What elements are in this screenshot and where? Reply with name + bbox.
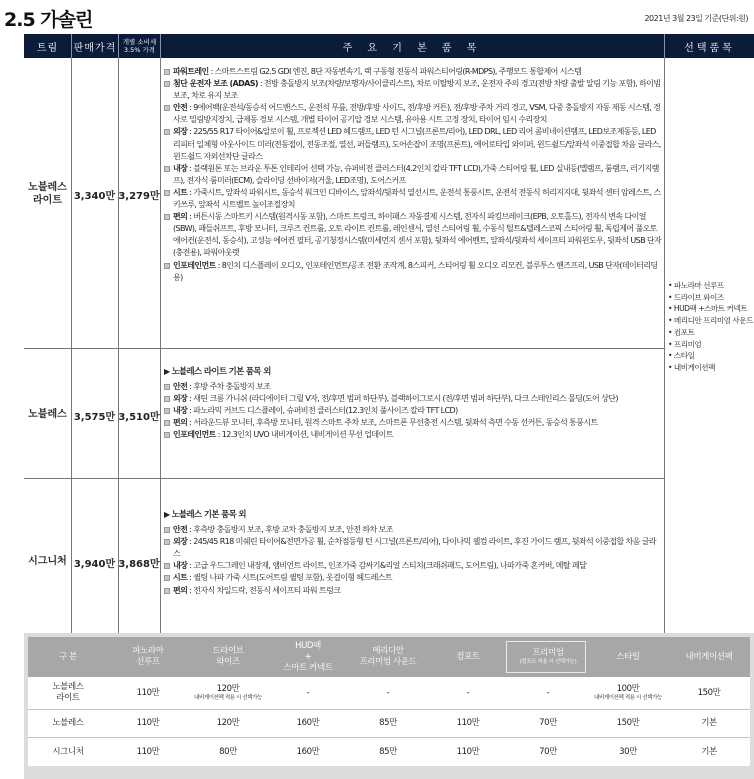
table-row-signature <box>24 478 664 651</box>
list-item: • 메리디안 프리미엄 사운드 <box>668 316 753 326</box>
table-row: 노블레스 110만 120만 160만 85만 110만 70만 150만 기본 <box>28 710 750 737</box>
list-item: 편의 : 버튼시동 스마트키 시스템(원격시동 포함), 스마트 트렁크, 하이패스 자동결제 시스템, 전자식 파킹브레이크(EPB, 오토홀드), 전자식 변속 다이얼(SBW), 패들쉬프트, 후방 모니터, 크루즈 컨트롤, 오토 라이트 컨트롤, 레인센서, 열선 스티어링 휠, 수동식 틸트&텔레스코픽 스티어링 휠, 독립제어 풀오토 에어컨(운전석, 동승석), 고성능 에어컨 필터, 공기청정시스템(미세먼지 센서 포함), 뒷좌석 에어벤트, 앞좌석/뒷좌석 세이프티 파워윈도우, 뒷좌석 USB 단자(충전용), 파워아웃렛 <box>164 211 662 259</box>
option-table-header <box>28 637 750 677</box>
base-note: ▶ 노블레스 기본 품목 외 <box>164 509 246 519</box>
trim-price: 3,940만 <box>73 559 116 570</box>
table-body <box>24 58 754 651</box>
list-item: 안전 : 후방 주차 충돌방지 보조 <box>164 381 662 393</box>
header-cell: HUD팩 + 스마트 커넥트 <box>283 640 333 673</box>
list-item: 안전 : 9에어백(운전석/동승석 어드밴스드, 운전석 무릎, 전방/후방 사이드, 전/후방 커튼), 전/후방 주차 거리 경고, VSM, 다중 충돌방지 자동 제동 시스템, 경사로 밀림방지장치, 급제동 경보 시스템, 개별 타이어 공기압 경보 시스템, 유아용 시트 고정 장치, 타이어 임시 수리장치 <box>164 102 662 126</box>
feature-list <box>164 508 662 597</box>
trim-name: 시그니처 <box>28 556 67 567</box>
list-item: 인포테인먼트 : 8인치 디스플레이 오디오, 인포테인먼트/공조 전환 조작계, 8스피커, 스티어링 휠 오디오 리모컨, 블루투스 핸즈프리, USB 단자(데이터리딩용) <box>164 260 662 284</box>
option-list <box>668 280 754 374</box>
header-price: 판매가격 <box>71 34 118 58</box>
list-item: • 프리미엄 <box>668 339 702 349</box>
table-row: 노블레스 라이트 110만 120만 내비게이션팩 적용 시 선택가능 - - - - 100만 내비게이션팩 적용 시 선택가능 150만 <box>28 677 750 709</box>
header-cell: 내비게이션팩 <box>685 651 733 662</box>
header-cell: 스타일 <box>616 651 640 662</box>
list-item: • HUD팩 +스마트 커넥트 <box>668 304 748 314</box>
list-item: • 스타일 <box>668 351 695 361</box>
header-cell: 컴포트 <box>456 651 480 662</box>
table-row-noblesse-light <box>24 58 664 348</box>
trim-name: 노블레스 라이트 <box>28 182 67 206</box>
list-item: 외장 : 245/45 R18 미쉐린 타이어&전면가공 휠, 순차점등형 턴 시그널(프론트/리어), 다이나믹 웰컴 라이트, 후진 가이드 램프, 뒷좌석 이중접합 차음 글라스 <box>164 536 662 560</box>
trim-price: 3,575만 <box>73 412 116 423</box>
list-item: 안전 : 후측방 충돌방지 보조, 후방 교차 충돌방지 보조, 안전 하차 보조 <box>164 524 662 536</box>
option-price-table <box>24 633 754 779</box>
table-row-noblesse <box>24 348 664 478</box>
header-trim: 트림 <box>36 42 59 54</box>
trim-price: 3,340만 <box>73 191 116 202</box>
feature-list <box>164 365 662 442</box>
base-note: ▶ 노블레스 라이트 기본 품목 외 <box>164 366 271 376</box>
trim-tax-price: 3,868만 <box>118 559 160 570</box>
list-item: • 컴포트 <box>668 327 695 337</box>
list-item: 시트 : 퀼팅 나파 가죽 시트(도어트림 퀼팅 포함), 옷걸이형 헤드레스트 <box>164 572 662 584</box>
list-item: 내장 : 고급 우드그레인 내장재, 앰비언트 라이트, 인조가죽 감싸기&리얼 스티치(크래쉬패드, 도어트림), 나파가죽 혼커버, 메탈 페달 <box>164 560 662 572</box>
trim-tax-price: 3,510만 <box>118 412 160 423</box>
header-tax-line2: 3.5% 가격 <box>123 46 156 54</box>
header-cell: 구 분 <box>59 651 77 662</box>
list-item: 시트 : 가죽시트, 앞좌석 파워시트, 동승석 워크인 디바이스, 앞좌석/뒷좌석 열선시트, 운전석 통풍시트, 운전석 전동식 허리지지대, 뒷좌석 센터 암레스트, 스키쓰루, 앞좌석 시트벨트 높이조절장치 <box>164 187 662 211</box>
header-features: 주 요 기 본 품 목 <box>160 34 664 58</box>
list-item: • 내비게이션팩 <box>668 362 715 372</box>
header-cell: 메리디안 프리미엄 사운드 <box>359 646 417 667</box>
header-cell: 파노라마 선루프 <box>132 646 164 667</box>
page-title: 2.5 가솔린 <box>4 9 93 31</box>
feature-list <box>164 66 662 284</box>
list-item: 첨단 운전자 보조 (ADAS) : 전방 충돌방지 보조(차량/보행자/사이클리스트), 차로 이탈방지 보조, 운전자 주의 경고(전방 차량 출발 알림 기능 포함), 하이빔 보조, 차로 유지 보조 <box>164 78 662 102</box>
header-options: 선택품목 <box>664 34 754 58</box>
list-item: • 드라이브 와이즈 <box>668 292 724 302</box>
list-item: 편의 : 전자식 차일드락, 전동식 세이프티 파워 트렁크 <box>164 585 662 597</box>
trim-name: 노블레스 <box>28 409 67 420</box>
list-item: 편의 : 서라운드뷰 모니터, 후측방 모니터, 원격 스마트 주차 보조, 스마트폰 무선충전 시스템, 뒷좌석 측면 수동 선커튼, 동승석 통풍시트 <box>164 417 662 429</box>
list-item: • 파노라마 선루프 <box>668 281 724 290</box>
table-row: 시그니처 110만 80만 160만 85만 110만 70만 30만 기본 <box>28 738 750 766</box>
list-item: 파워트레인 : 스마트스트림 G2.5 GDI 엔진, 8단 자동변속기, 랙 구동형 전동식 파워스티어링(R-MDPS), 주행모드 통합제어 시스템 <box>164 66 662 78</box>
list-item: 내장 : 파노라믹 커브드 디스플레이, 슈퍼비전 클러스터(12.3인치 풀사이즈 칼라 TFT LCD) <box>164 405 662 417</box>
triangle-icon: ▶ <box>164 510 170 519</box>
table-header <box>24 34 754 58</box>
list-item: 외장 : 225/55 R17 타이어&알로이 휠, 프로젝션 LED 헤드램프, LED 턴 시그널(프론트/리어), LED DRL, LED 리어 콤비네이션램프, LED보조제동등, LED 리피터 일체형 아웃사이드 미러(전동접이, 전동조절, 열선, 퍼들램프), 도어손잡이 조명(프론트), 에어로타입 와이퍼, 윈드쉴드/앞좌석 이중접합 차음 글라스, 윈드쉴드 자외선차단 글라스 <box>164 126 662 162</box>
list-item: 내장 : 블랙원톤 또는 브라운 투톤 인테리어 선택 가능, 슈퍼비전 클러스터(4.2인치 칼라 TFT LCD),가죽 스티어링 휠, LED 실내등(맵램프, 룸램프, 러기지램프), 전자식 룸미러(ECM), 슬라이딩 선바이저(거울, LED조명), 도어스커프 <box>164 163 662 187</box>
date-note: 2021년 3월 23일 기준(단위:원) <box>644 14 748 23</box>
header-tax-price <box>118 34 160 58</box>
header-cell: 프리미엄 (컴포트 적용 시 선택가능) <box>519 648 577 665</box>
trim-tax-price: 3,279만 <box>118 191 160 202</box>
header-tax-line1: 개별 소비세 <box>122 38 157 46</box>
header-cell: 드라이브 와이즈 <box>212 646 244 667</box>
list-item: 인포테인먼트 : 12.3인치 UVO 내비게이션, 내비게이션 무선 업데이트 <box>164 429 662 441</box>
list-item: 외장 : 새틴 크롬 가니쉬 (라디에이터 그릴 V자, 전/후면 범퍼 하단부), 블랙하이그로시 (전/후면 범퍼 하단부), 다크 스테인리스 몰딩(도어 상단) <box>164 393 662 405</box>
triangle-icon: ▶ <box>164 367 170 376</box>
